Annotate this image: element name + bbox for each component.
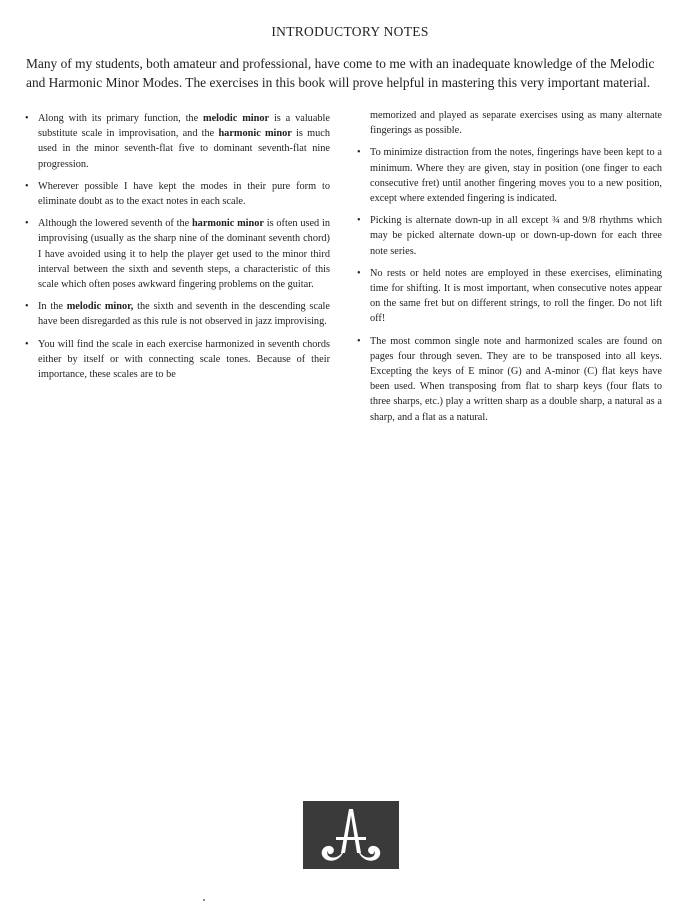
item-text: memorized and played as separate exercises using as many alternate fingerings as possible. [370, 110, 662, 137]
item-text: No rests or held notes are employed in these exercises, eliminating time for shifting. It is most important, when consecutive notes appear on the same fret but on different strings, to roll the finger. Do not lift off! [370, 267, 662, 325]
item-text: is a valuable substitute scale in improvisation, and the [38, 113, 330, 140]
list-item-continuation [356, 108, 662, 138]
list-item [356, 145, 662, 206]
bold-term: harmonic minor [218, 128, 292, 140]
list-item [356, 334, 662, 425]
list-item [24, 216, 330, 292]
item-text: To minimize distraction from the notes, fingerings have been kept to a minimum. Where they are given, stay in position (one finger to each consecutive fret) until another fingering moves you to a new position, except where extended fingering is indicated. [370, 147, 662, 205]
bold-term: harmonic minor [191, 218, 264, 230]
item-text: Although the lowered seventh of the [38, 218, 192, 230]
right-column [356, 108, 662, 432]
item-text: is often used in improvising (usually as the sharp nine of the dominant seventh chord) I have avoided using it to help the player get used to the minor third interval between the sixth and seventh steps, a characteristic of this scale which often poses awkward fingering problems on the guitar. [38, 218, 330, 291]
item-text: the sixth and seventh in the descending scale have been disregarded as this rule is not observed in jazz improvising. [38, 301, 330, 328]
list-item [356, 213, 662, 259]
left-column [24, 111, 330, 389]
item-text: Wherever possible I have kept the modes in their pure form to eliminate doubt as to the exact notes in each scale. [38, 180, 330, 208]
bold-term: melodic minor, [66, 301, 134, 313]
list-item [24, 337, 330, 383]
list-item [24, 111, 330, 172]
item-text: Picking is alternate down-up in all except ¾ and 9/8 rhythms which may be picked alternate down-up or down-up-down for each three note series. [370, 215, 662, 257]
print-speck [203, 899, 205, 901]
item-text: Along with its primary function, the [38, 113, 204, 124]
list-item [24, 299, 330, 329]
item-text: In the [38, 301, 67, 313]
list-item [356, 266, 662, 327]
page-title: INTRODUCTORY NOTES [271, 24, 429, 39]
list-item [24, 179, 330, 209]
publisher-logo-icon [303, 801, 399, 869]
intro-paragraph: Many of my students, both amateur and professional, have come to me with an inadequate knowledge of the Melodic and Harmonic Minor Modes. The exercises in this book will prove helpful in mastering this very important material. [26, 56, 655, 90]
item-text: is much used in the minor seventh-flat five to dominant seventh-flat nine progression. [38, 128, 330, 170]
item-text: The most common single note and harmonized scales are found on pages four through seven. They are to be transposed into all keys. Excepting the keys of E minor (G) and A-minor (C) flat keys have been used. When transposing from flat to sharp keys (four flats to three sharps, etc.) play a written sharp as a double sharp, a natural as a sharp, and a flat as a natural. [370, 335, 662, 423]
item-text: You will find the scale in each exercise harmonized in seventh chords either by itself or with connecting scale tones. Because of their importance, these scales are to be [38, 338, 330, 381]
bold-term: melodic minor [203, 113, 270, 124]
